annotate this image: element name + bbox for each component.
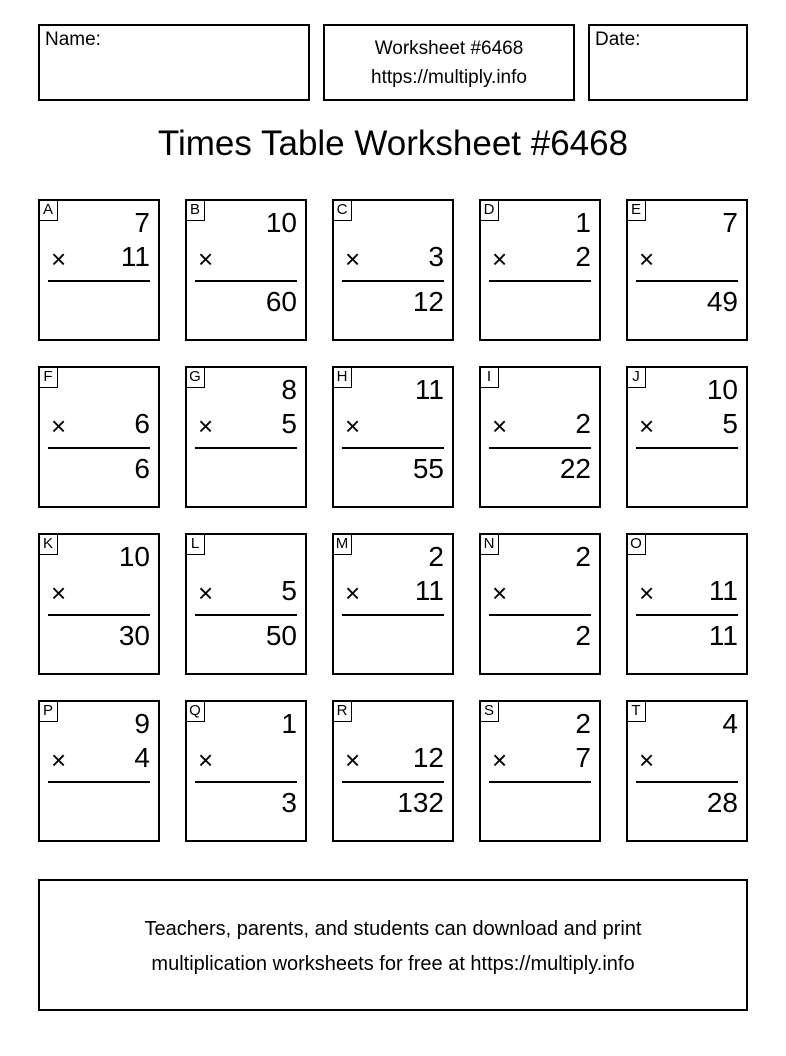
date-label: Date: bbox=[595, 29, 641, 50]
problem-rule bbox=[636, 614, 738, 616]
problem-bottom-number: 11 bbox=[414, 575, 444, 606]
problem-answer: 6 bbox=[134, 453, 150, 484]
problem-top-number: 8 bbox=[281, 374, 297, 405]
problem-rule bbox=[636, 781, 738, 783]
problem-top-number: 7 bbox=[134, 207, 150, 238]
problem-bottom-number: 2 bbox=[575, 241, 591, 272]
problem-letter: G bbox=[185, 366, 205, 388]
problem-top-number: 10 bbox=[265, 207, 297, 238]
problem-answer: 50 bbox=[265, 620, 297, 651]
problem-rule bbox=[636, 447, 738, 449]
problem-card bbox=[626, 700, 748, 842]
problem-rule bbox=[342, 614, 444, 616]
problem-top-number: 9 bbox=[134, 708, 150, 739]
problem-top-number: 2 bbox=[575, 541, 591, 572]
problem-top-number: 4 bbox=[722, 708, 738, 739]
problem-card bbox=[479, 700, 601, 842]
problem-letter: S bbox=[479, 700, 499, 722]
problem-letter: B bbox=[185, 199, 205, 221]
times-icon: × bbox=[198, 578, 214, 608]
problem-card bbox=[38, 533, 160, 675]
problem-answer: 2 bbox=[575, 620, 591, 651]
times-icon: × bbox=[345, 745, 361, 775]
times-icon: × bbox=[51, 411, 67, 441]
problem-letter: I bbox=[479, 366, 499, 388]
problem-answer: 12 bbox=[412, 286, 444, 317]
problem-answer: 30 bbox=[118, 620, 150, 651]
problem-rule bbox=[48, 781, 150, 783]
worksheet-number: Worksheet #6468 bbox=[374, 38, 524, 59]
problem-top-number: 10 bbox=[118, 541, 150, 572]
times-icon: × bbox=[345, 244, 361, 274]
problem-bottom-number: 7 bbox=[575, 742, 591, 773]
problem-card bbox=[185, 199, 307, 341]
problem-rule bbox=[195, 781, 297, 783]
problem-letter: H bbox=[332, 366, 352, 388]
times-icon: × bbox=[639, 244, 655, 274]
problem-bottom-number: 2 bbox=[575, 408, 591, 439]
problem-rule bbox=[195, 614, 297, 616]
problem-card bbox=[479, 533, 601, 675]
problem-card bbox=[479, 199, 601, 341]
problem-rule bbox=[489, 447, 591, 449]
problem-letter: R bbox=[332, 700, 352, 722]
problem-rule bbox=[342, 781, 444, 783]
problem-bottom-number: 5 bbox=[722, 408, 738, 439]
problem-bottom-number: 3 bbox=[428, 241, 444, 272]
problem-letter: P bbox=[38, 700, 58, 722]
footer-text-line-2: multiplication worksheets for free at https://multiply.info bbox=[151, 953, 635, 975]
problem-card bbox=[38, 366, 160, 508]
problem-bottom-number: 12 bbox=[412, 742, 444, 773]
problem-answer: 11 bbox=[708, 620, 738, 651]
problem-letter: K bbox=[38, 533, 58, 555]
problem-bottom-number: 4 bbox=[134, 742, 150, 773]
problem-answer: 22 bbox=[559, 453, 591, 484]
times-icon: × bbox=[51, 578, 67, 608]
problem-rule bbox=[489, 614, 591, 616]
problem-top-number: 2 bbox=[575, 708, 591, 739]
problem-card bbox=[332, 533, 454, 675]
problem-top-number: 7 bbox=[722, 207, 738, 238]
problem-card bbox=[626, 533, 748, 675]
problem-bottom-number: 5 bbox=[281, 408, 297, 439]
problem-rule bbox=[342, 447, 444, 449]
worksheet-id-box bbox=[323, 24, 575, 101]
worksheet-site: https://multiply.info bbox=[371, 67, 527, 88]
problem-letter: E bbox=[626, 199, 646, 221]
problem-rule bbox=[489, 781, 591, 783]
problem-card bbox=[332, 199, 454, 341]
problem-bottom-number: 5 bbox=[281, 575, 297, 606]
times-icon: × bbox=[198, 745, 214, 775]
times-icon: × bbox=[639, 745, 655, 775]
problem-letter: Q bbox=[185, 700, 205, 722]
problem-card bbox=[626, 366, 748, 508]
problem-letter: N bbox=[479, 533, 499, 555]
times-icon: × bbox=[639, 411, 655, 441]
problem-rule bbox=[195, 447, 297, 449]
footer-text-line-1: Teachers, parents, and students can download and print bbox=[144, 918, 642, 940]
times-icon: × bbox=[51, 745, 67, 775]
times-icon: × bbox=[492, 244, 508, 274]
problem-rule bbox=[48, 280, 150, 282]
problem-answer: 60 bbox=[265, 286, 297, 317]
problem-letter: T bbox=[626, 700, 646, 722]
times-icon: × bbox=[639, 578, 655, 608]
problem-card bbox=[185, 366, 307, 508]
problem-answer: 49 bbox=[706, 286, 738, 317]
name-field-box[interactable] bbox=[38, 24, 310, 101]
problem-top-number: 10 bbox=[706, 374, 738, 405]
problem-letter: J bbox=[626, 366, 646, 388]
footer-box bbox=[38, 879, 748, 1011]
problem-top-number: 11 bbox=[414, 374, 444, 405]
problem-letter: F bbox=[38, 366, 58, 388]
problem-top-number: 1 bbox=[281, 708, 297, 739]
problem-letter: C bbox=[332, 199, 352, 221]
problem-card bbox=[185, 533, 307, 675]
problem-letter: M bbox=[332, 533, 352, 555]
problem-rule bbox=[195, 280, 297, 282]
problem-rule bbox=[489, 280, 591, 282]
problem-card bbox=[185, 700, 307, 842]
problem-answer: 28 bbox=[706, 787, 738, 818]
times-icon: × bbox=[198, 244, 214, 274]
problem-card bbox=[332, 700, 454, 842]
problem-bottom-number: 11 bbox=[120, 241, 150, 272]
page-title: Times Table Worksheet #6468 bbox=[157, 124, 629, 163]
problem-top-number: 2 bbox=[428, 541, 444, 572]
times-icon: × bbox=[198, 411, 214, 441]
problem-card bbox=[626, 199, 748, 341]
problem-rule bbox=[636, 280, 738, 282]
problem-letter: L bbox=[185, 533, 205, 555]
times-icon: × bbox=[492, 745, 508, 775]
problem-rule bbox=[48, 614, 150, 616]
problem-answer: 55 bbox=[412, 453, 444, 484]
date-field-box[interactable] bbox=[588, 24, 748, 101]
times-icon: × bbox=[51, 244, 67, 274]
times-icon: × bbox=[345, 578, 361, 608]
problem-letter: O bbox=[626, 533, 646, 555]
times-icon: × bbox=[345, 411, 361, 441]
problem-answer: 132 bbox=[397, 787, 444, 818]
problem-bottom-number: 6 bbox=[134, 408, 150, 439]
problem-card bbox=[479, 366, 601, 508]
problem-bottom-number: 11 bbox=[708, 575, 738, 606]
problem-answer: 3 bbox=[281, 787, 297, 818]
problem-rule bbox=[342, 280, 444, 282]
problem-card bbox=[38, 199, 160, 341]
name-label: Name: bbox=[45, 29, 101, 50]
times-icon: × bbox=[492, 578, 508, 608]
problem-rule bbox=[48, 447, 150, 449]
problem-letter: A bbox=[38, 199, 58, 221]
problem-letter: D bbox=[479, 199, 499, 221]
problem-card bbox=[332, 366, 454, 508]
problem-top-number: 1 bbox=[575, 207, 591, 238]
problem-card bbox=[38, 700, 160, 842]
times-icon: × bbox=[492, 411, 508, 441]
